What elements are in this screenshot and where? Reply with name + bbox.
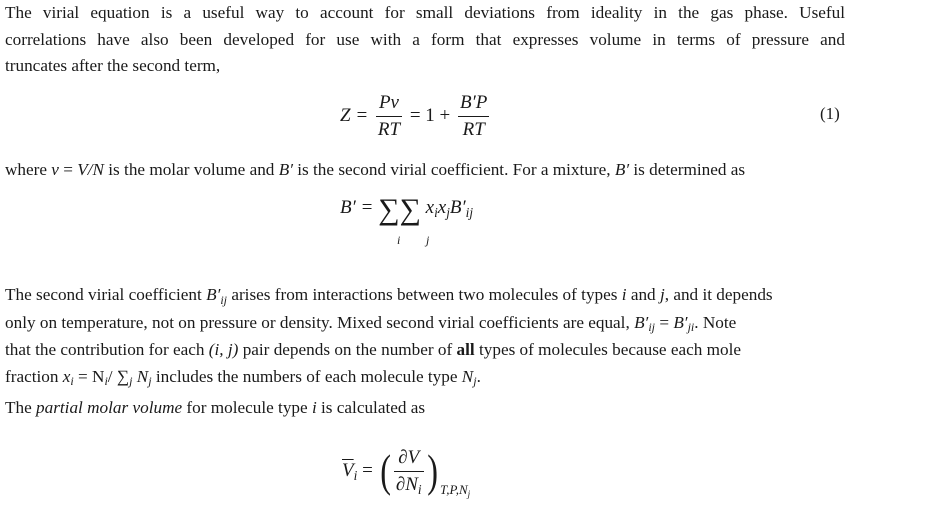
eq3-numerator: ∂V (394, 447, 424, 472)
p3-l4-x: x (62, 366, 71, 386)
p3-l2-equals: = (659, 312, 670, 332)
paragraph-partial-molar (5, 395, 845, 422)
p3-l1-b (206, 285, 228, 307)
p3-l1-text-2: arises from interactions between two molecules of types (231, 285, 618, 304)
p4-line (5, 395, 845, 422)
eq1-frac1-numerator: Pv (376, 92, 402, 117)
eq3-v-bar: $\overline{V}$ (342, 459, 354, 481)
p3-l3-bold-all: all (456, 340, 475, 359)
p4-math-i: i (311, 398, 317, 417)
eq3-outer-subscript (440, 482, 470, 497)
eq1-fraction-1 (376, 92, 402, 141)
p3-l4-nj-2 (461, 366, 477, 389)
intro-line-3: truncates after the second term, (5, 56, 221, 75)
p3-l1-b-sub: ij (220, 292, 228, 307)
p3-l1-text-3: , and it depends (664, 285, 773, 304)
eq2-x1: x (425, 197, 435, 218)
p3-l4-x-sub: i (70, 374, 74, 389)
p3-l4-period: . (476, 366, 481, 386)
p3-l2-bij-main: B′ (634, 312, 649, 332)
paragraph-second-virial (5, 282, 845, 391)
eq2-sum-i: ∑ (378, 193, 400, 226)
p3-l3-text-1: that the contribution for each (5, 340, 205, 359)
p2-text-1: where (5, 160, 47, 179)
p2-text-4: is determined as (633, 160, 746, 179)
eq2-body (425, 197, 474, 221)
paragraph-intro (5, 0, 845, 80)
eq3-denominator (394, 472, 424, 496)
p4-emphasis: partial molar volume (36, 398, 183, 417)
p3-l3-text-2: pair depends on the number of (242, 340, 453, 359)
p3-line-1 (5, 282, 845, 310)
equation-3 (342, 444, 471, 499)
eq3-fraction (394, 447, 424, 496)
p3-l3-pair: (i, j) (208, 340, 239, 359)
p4-text-2: for molecule type (186, 398, 308, 417)
p3-l4-formula (62, 366, 152, 389)
p3-l2-bji (673, 312, 695, 335)
p3-l1-j: j (659, 285, 665, 304)
eq3-outer-sub-sub: j (467, 488, 471, 499)
eq2-x2: x (437, 197, 447, 218)
equation-2 (340, 195, 473, 245)
eq2-sum-i-subscript: i (397, 233, 401, 247)
p3-l4-nj2-main: N (461, 366, 474, 386)
p3-l4-nj: N (136, 366, 149, 386)
p3-l1-and: and (630, 285, 656, 304)
eq3-lhs-sub: i (353, 468, 358, 484)
p3-l3-text-3: types of molecules because each mole (478, 340, 741, 359)
p4-text-1: The (5, 398, 32, 417)
p2-math-b1: B′ (278, 160, 293, 179)
eq1-frac2-numerator: B′P (458, 92, 489, 117)
p2-text-2: is the molar volume and (108, 160, 275, 179)
eq1-middle: = 1 + (409, 104, 451, 126)
p2-math-b2: B′ (614, 160, 630, 179)
p2-math-vn: V/N (77, 160, 104, 179)
eq3-left-paren: ( (379, 444, 391, 496)
p2-math-v: v (51, 160, 59, 179)
eq2-b-sub: ij (465, 205, 474, 221)
eq1-frac2-denominator: RT (462, 119, 485, 140)
p3-l2-text-2: . Note (694, 312, 737, 332)
p3-l4-slash-sum: / ∑ (107, 366, 130, 386)
p3-l4-eq-n: = N (78, 366, 105, 386)
eq1-lhs: Z = (340, 104, 369, 126)
p3-l2-bji-main: B′ (673, 312, 688, 332)
eq3-den-main: ∂N (395, 474, 418, 495)
eq2-b: B′ (449, 197, 466, 218)
p4-text-3: is calculated as (321, 398, 426, 417)
eq2-lhs: B′ = (340, 197, 374, 218)
p3-l4-text-2: includes the numbers of each molecule type (155, 366, 458, 386)
p2-equals: = (63, 160, 73, 179)
p3-l4-n-sub: i (104, 374, 108, 389)
p3-l4-text-1: fraction (5, 366, 59, 386)
eq2-x1-sub: i (434, 205, 438, 221)
p3-line-3 (5, 337, 845, 364)
eq3-den-sub: i (417, 482, 422, 498)
eq1-fraction-2 (458, 92, 489, 141)
eq1-frac1-denominator: RT (377, 119, 401, 140)
p3-l4-nj-sub: j (148, 374, 152, 389)
intro-line-1: The virial equation is a useful way to account for small deviations from ideality in the gas phase. Useful (5, 3, 845, 22)
p3-l4-sum-sub: j (129, 374, 133, 389)
p3-l2-bij (634, 312, 656, 335)
p3-l1-i: i (621, 285, 627, 304)
equation-1 (340, 92, 492, 141)
eq3-lhs (342, 459, 358, 484)
p3-line-2 (5, 310, 845, 338)
p3-l2-text-1: only on temperature, not on pressure or density. Mixed second virial coefficients are equal, (5, 312, 630, 332)
p3-l2-bji-sub: ji (687, 320, 695, 335)
equation-1-number: (1) (820, 104, 840, 123)
eq3-outer-sub-main: T,P,N (439, 481, 468, 497)
p3-l1-text-1: The second virial coefficient (5, 285, 202, 304)
p3-line-4 (5, 364, 845, 392)
p3-l2-bij-sub: ij (648, 320, 656, 335)
intro-line-2: correlations have also been developed for use with a form that expresses volume in terms of pressure and (5, 29, 845, 49)
p3-l1-b-main: B′ (206, 285, 221, 304)
eq2-sum-j: ∑ (399, 193, 421, 226)
eq2-x2-sub: j (446, 205, 450, 221)
eq2-sum-j-subscript: j (426, 233, 430, 247)
p2-text-3: is the second virial coefficient. For a mixture, (297, 160, 611, 179)
eq3-equals: = (362, 459, 373, 481)
paragraph-molar-volume (5, 157, 845, 184)
p3-l4-nj2-sub: j (473, 374, 477, 389)
molar-volume-line (5, 157, 845, 184)
eq3-right-paren: ) (426, 444, 438, 496)
